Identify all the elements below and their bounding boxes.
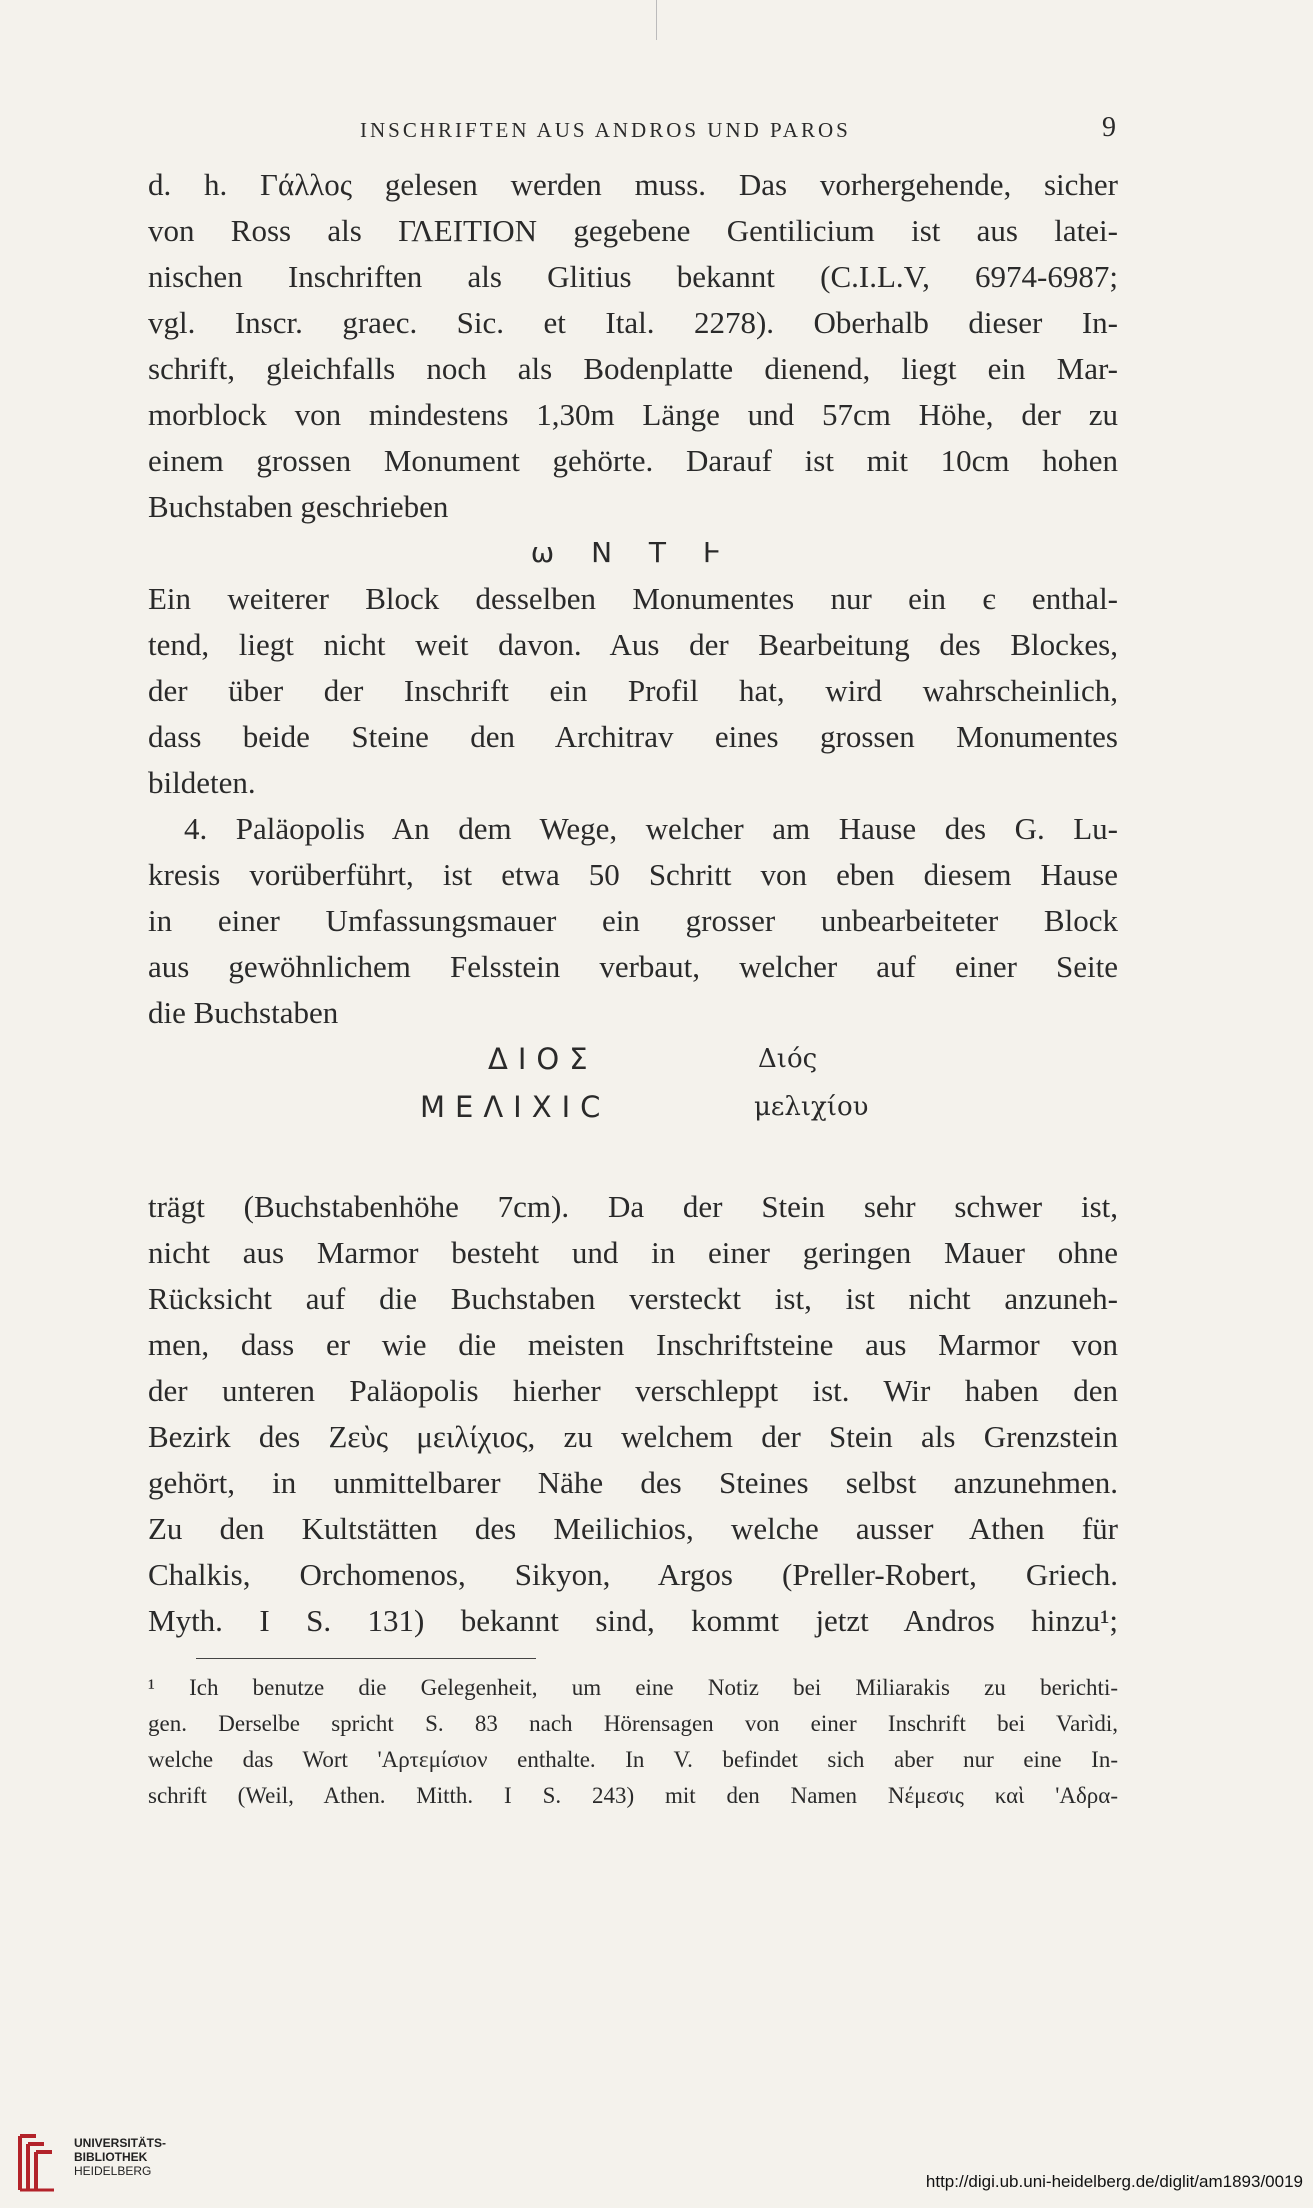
text-line: Ein weiterer Block desselben Monumentes nur ein є enthal-: [148, 581, 1118, 616]
text-line: einem grossen Monument gehörte. Darauf ist mit 10cm hohen: [148, 443, 1118, 478]
text-line: schrift, gleichfalls noch als Bodenplatte dienend, liegt ein Mar-: [148, 351, 1118, 386]
text-line: gehört, in unmittelbarer Nähe des Steines selbst anzunehmen.: [148, 1465, 1118, 1500]
text-line: dass beide Steine den Architrav eines grossen Monumentes: [148, 719, 1118, 754]
page-number: 9: [1102, 112, 1116, 143]
library-logo-text: [74, 2136, 166, 2178]
inscription-wnth: ω Ν Τ Ͱ: [530, 536, 736, 569]
inscription-row2-greek: μελιχίου: [754, 1092, 869, 1122]
text-line: in einer Umfassungsmauer ein grosser unbearbeiteter Block: [148, 903, 1118, 938]
inscription-row1-uncial: ΔΙΟΣ: [488, 1042, 598, 1076]
logo-line: HEIDELBERG: [74, 2164, 152, 2178]
footnote-rule: [196, 1658, 536, 1659]
text-line: 4. Paläopolis An dem Wege, welcher am Hause des G. Lu-: [184, 811, 1118, 846]
footnote-line: schrift (Weil, Athen. Mitth. I S. 243) mit den Namen Νέμεσις καὶ 'Αδρα-: [148, 1783, 1118, 1808]
inscription-row2-uncial: ΜΕΛΙΧΙC: [420, 1090, 611, 1124]
text-line: der über der Inschrift ein Profil hat, wird wahrscheinlich,: [148, 673, 1118, 708]
logo-line: UNIVERSITÄTS-: [74, 2136, 167, 2150]
spacer: [148, 1136, 1118, 1184]
scan-mark: [656, 0, 657, 40]
text-line: tend, liegt nicht weit davon. Aus der Bearbeitung des Blockes,: [148, 627, 1118, 662]
text-line: morblock von mindestens 1,30m Länge und 57cm Höhe, der zu: [148, 397, 1118, 432]
text-line: nicht aus Marmor besteht und in einer geringen Mauer ohne: [148, 1235, 1118, 1270]
footnote-line: welche das Wort 'Αρτεμίσιον enthalte. In V. befindet sich aber nur eine In-: [148, 1747, 1118, 1772]
footnote-line: ¹ Ich benutze die Gelegenheit, um eine Notiz bei Miliarakis zu berichti-: [148, 1675, 1118, 1700]
text-line: Zu den Kultstätten des Meilichios, welche ausser Athen für: [148, 1511, 1118, 1546]
footnote-line: gen. Derselbe spricht S. 83 nach Hörensagen von einer Inschrift bei Varìdi,: [148, 1711, 1118, 1736]
source-url[interactable]: http://digi.ub.uni-heidelberg.de/diglit/am1893/0019: [925, 2172, 1303, 2191]
text-line: bildeten.: [148, 765, 256, 800]
text-line: Buchstaben geschrieben: [148, 489, 449, 524]
text-line: kresis vorüberführt, ist etwa 50 Schritt von eben diesem Hause: [148, 857, 1118, 892]
text-line: d. h. Γάλλος gelesen werden muss. Das vorhergehende, sicher: [148, 167, 1118, 202]
footnote: [148, 1670, 1118, 1814]
text-line: Chalkis, Orchomenos, Sikyon, Argos (Preller-Robert, Griech.: [148, 1557, 1118, 1592]
text-line: von Ross als ΓΛΕΙΤΙΟΝ gegebene Gentilicium ist aus latei-: [148, 213, 1118, 248]
running-head: INSCHRIFTEN AUS ANDROS UND PAROS: [360, 118, 851, 142]
text-line: men, dass er wie die meisten Inschriftsteine aus Marmor von: [148, 1327, 1118, 1362]
inscription-dios-meilichiou: [148, 1036, 1118, 1136]
text-line: vgl. Inscr. graec. Sic. et Ital. 2278). Oberhalb dieser In-: [148, 305, 1118, 340]
text-line: aus gewöhnlichem Felsstein verbaut, welcher auf einer Seite: [148, 949, 1118, 984]
text-line: nischen Inschriften als Glitius bekannt (C.I.L.V, 6974-6987;: [148, 259, 1118, 294]
library-logo[interactable]: [14, 2132, 204, 2202]
text-line: der unteren Paläopolis hierher verschleppt ist. Wir haben den: [148, 1373, 1118, 1408]
text-line: trägt (Buchstabenhöhe 7cm). Da der Stein sehr schwer ist,: [148, 1189, 1118, 1224]
text-line: Bezirk des Ζεὺς μειλίχιος, zu welchem der Stein als Grenzstein: [148, 1419, 1118, 1454]
text-line: die Buchstaben: [148, 995, 339, 1030]
text-line: Myth. I S. 131) bekannt sind, kommt jetzt Andros hinzu¹;: [148, 1603, 1118, 1638]
text-line: Rücksicht auf die Buchstaben versteckt ist, ist nicht anzuneh-: [148, 1281, 1118, 1316]
library-logo-icon: [14, 2132, 60, 2194]
logo-line: BIBLIOTHEK: [74, 2150, 148, 2164]
body-text: [148, 162, 1118, 1644]
inscription-row1-greek: Διός: [758, 1044, 818, 1074]
